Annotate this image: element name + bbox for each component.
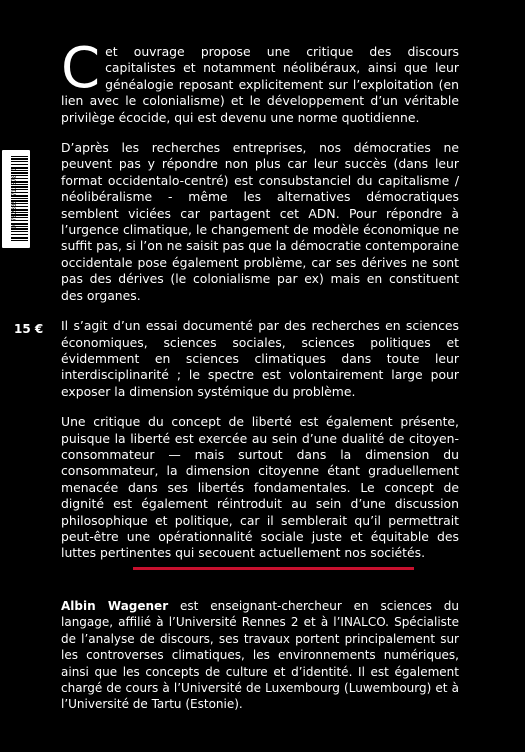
price-label: 15 € xyxy=(14,322,44,336)
author-bio-text: est enseignant-chercheur en sciences du langage, affilié à l’Université Rennes 2 et à l’INALCO. Spécialiste de l’analyse de discours, ses travaux portent principalement sur les controverses climatiques, les environnements numériques, ainsi que les concepts de culture et d’identité. Il est également chargé de cours à l’Université de Luxembourg (Luwembourg) et à l’Université de Tartu (Estonie). xyxy=(61,599,459,712)
red-divider xyxy=(133,567,414,570)
blurb-paragraph-4: Une critique du concept de liberté est également présente, puisque la liberté est exercée au sein d’une dualité de citoyen-consommateur — mais surtout dans la dimension du consommateur, la dimension citoyenne étant graduellement menacée dans ses libertés fondamentales. Le concept de dignité est également réintroduit au sein d’une discussion philosophique et politique, car il semblerait qu’il permettrait peut-être une opérationnalité sociale juste et équitable des luttes pertinentes qui secouent actuellement nos sociétés. xyxy=(61,414,459,561)
author-bio xyxy=(61,598,459,713)
drop-cap: C xyxy=(61,36,101,101)
blurb-paragraph-2: D’après les recherches entreprises, nos démocraties ne peuvent pas y répondre non plus car leur succès (dans leur format occidentalo-centré) est consubstanciel du capitalisme / néolibéralisme - même les alternatives démocratiques semblent viciées car partagent cet ADN. Pour répondre à l’urgence climatique, le changement de modèle économique ne suffit pas, si l’on ne saisit pas que la démocratie contemporaine occidentale pose également problème, car ses dérives ne sont pas des dérives (le colonialisme par ex) mais en constituent des organes. xyxy=(61,140,459,303)
blurb-paragraph-1-text: et ouvrage propose une critique des discours capitalistes et notamment néolibéraux, ainsi que leur généalogie reposant explicitement sur l’exploitation (en lien avec le colonialisme) et le développement d’un véritable privilège écocide, qui est devenu une norme quotidienne. xyxy=(61,44,459,125)
barcode-digits: 9 782305 712578 1 xyxy=(11,167,18,229)
blurb-paragraph-1 xyxy=(61,36,459,126)
author-name: Albin Wagener xyxy=(61,599,169,613)
back-cover-blurb xyxy=(61,36,459,562)
blurb-paragraph-3: Il s’agit d’un essai documenté par des recherches en sciences économiques, sciences sociales, sciences politiques et évidemment en sciences climatiques dans toute leur interdisciplinarité ; le spectre est volontairement large pour exposer la dimension systémique du problème. xyxy=(61,318,459,399)
isbn-barcode xyxy=(2,150,30,248)
